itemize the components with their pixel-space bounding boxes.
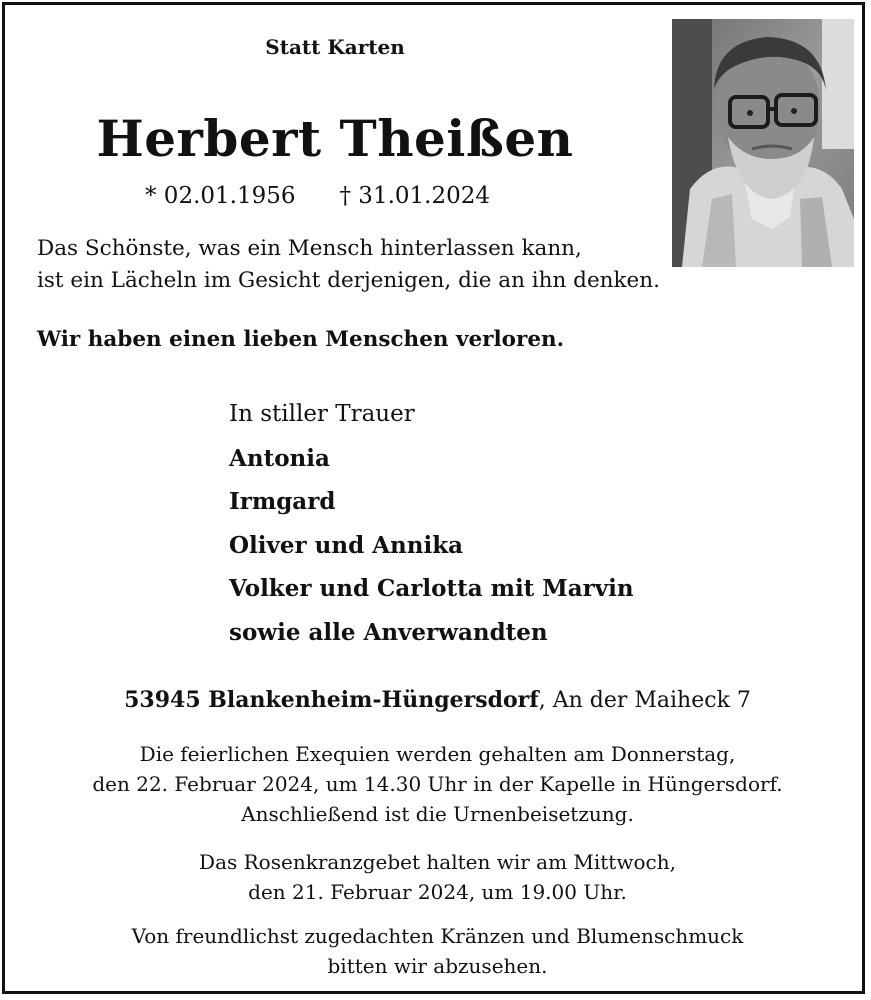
- service-line: Die feierlichen Exequien werden gehalten am Donnerstag,: [139, 742, 736, 766]
- portrait-photo: [672, 19, 854, 267]
- service-line: den 22. Februar 2024, um 14.30 Uhr in der Kapelle in Hüngersdorf.: [92, 772, 783, 796]
- life-dates: [145, 183, 490, 209]
- rosary-info: [5, 847, 870, 907]
- mourner-name: Volker und Carlotta mit Marvin: [229, 575, 634, 602]
- birth-date: * 02.01.1956: [145, 183, 296, 209]
- death-date: † 31.01.2024: [339, 183, 490, 209]
- flowers-line: Von freundlichst zugedachten Kränzen und Blumenschmuck: [131, 924, 744, 948]
- lead-statement: Wir haben einen lieben Menschen verloren.: [37, 327, 565, 352]
- quote-line: ist ein Lächeln im Gesicht derjenigen, die an ihn denken.: [37, 268, 660, 293]
- mourner-name: Oliver und Annika: [229, 531, 464, 559]
- mourner-name: sowie alle Anverwandten: [229, 618, 548, 646]
- rosary-line: den 21. Februar 2024, um 19.00 Uhr.: [248, 880, 627, 904]
- quote-line: Das Schönste, was ein Mensch hinterlassen kann,: [37, 236, 582, 261]
- funeral-service-info: [5, 739, 870, 829]
- family-address: [5, 687, 870, 713]
- obituary-notice: [2, 2, 865, 994]
- address-street: , An der Maiheck 7: [538, 688, 751, 713]
- mourners-intro: In stiller Trauer: [229, 401, 415, 427]
- memorial-quote: [37, 233, 660, 297]
- rosary-line: Das Rosenkranzgebet halten wir am Mittwoch,: [199, 850, 676, 874]
- mourners-list: [229, 393, 634, 654]
- header-note: Statt Karten: [265, 35, 405, 59]
- portrait-illustration: [672, 19, 854, 267]
- service-line: Anschließend ist die Urnenbeisetzung.: [241, 802, 634, 826]
- flowers-line: bitten wir abzusehen.: [327, 954, 548, 978]
- address-town: 53945 Blankenheim-Hüngersdorf: [124, 687, 539, 713]
- deceased-name: Herbert Theißen: [96, 109, 574, 168]
- mourner-name: Antonia: [229, 444, 330, 472]
- mourner-name: Irmgard: [229, 488, 336, 515]
- flowers-request: [5, 921, 870, 981]
